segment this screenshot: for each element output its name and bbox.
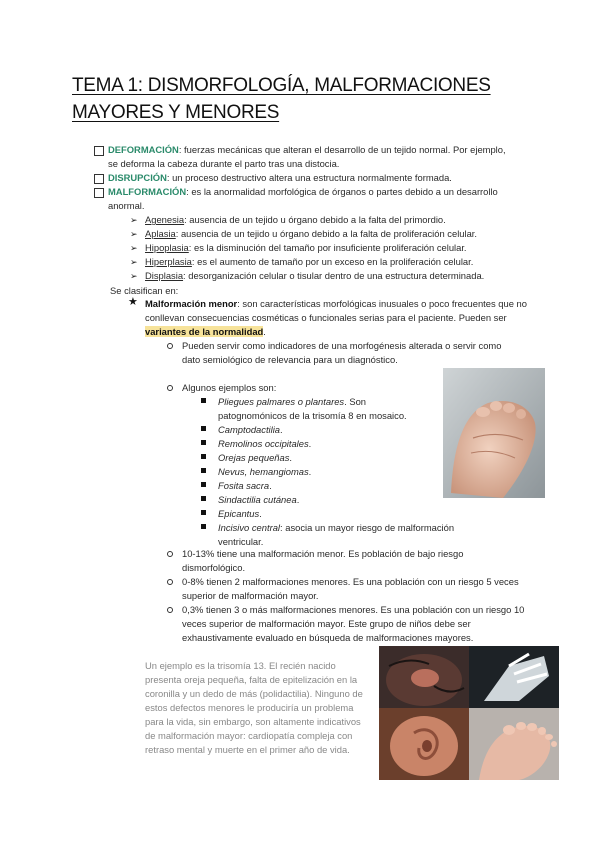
checkbox-icon [94,146,104,156]
minor-point: Pueden servir como indicadores de una morfogénesis alterada o servir como dato semiológico de relevancia para un diagnóstico. [182,340,502,365]
example-item [218,493,299,507]
minor-malformation [145,297,530,339]
example-item [218,521,498,549]
minor-term: Malformación menor [145,298,238,309]
square-bullet-icon [201,426,206,431]
type-term: Displasia [145,270,184,281]
classify-label: Se clasifican en: [110,285,179,296]
minor-point: 0,3% tienen 3 o más malformaciones menores. Es una población con un riesgo 10 veces superior de malformación mayor. Este grupo de niños debe ser exhaustivamente evaluado en búsqueda de malformaciones mayores. [182,604,525,643]
checkbox-icon [94,188,104,198]
malformation-type [145,213,525,227]
square-bullet-icon [201,398,206,403]
example-term: Fosita sacra [218,480,270,491]
minor-end: . [263,326,266,337]
minor-point: 0-8% tienen 2 malformaciones menores. Es una población con un riesgo 5 veces superior de malformación mayor. [182,576,519,601]
definition-disrupcion [108,171,508,185]
minor-point: Algunos ejemplos son: [182,382,277,393]
example-term: Epicantus [218,508,260,519]
example-term: Remolinos occipitales [218,438,309,449]
malformation-type [145,255,525,269]
circle-bullet-icon [167,551,173,557]
definition-deformacion [108,143,508,171]
square-bullet-icon [201,468,206,473]
foot-polydactyly-photo [469,708,559,780]
type-text: : es el aumento de tamaño por un exceso en la proliferación celular. [191,256,474,267]
definition-term: DISRUPCIÓN [108,172,167,183]
example-item [218,437,311,451]
definition-text: : es la anormalidad morfológica de órganos o partes debido a un desarrollo anormal. [108,186,498,211]
arrow-icon: ➢ [130,229,138,239]
square-bullet-icon [201,482,206,487]
example-item [218,395,433,423]
example-term: Camptodactilia [218,424,281,435]
scalp-photo [379,646,469,708]
malformation-type [145,269,525,283]
example-rest: . [296,494,300,505]
ear-photo [379,708,469,780]
example-term: Sindactilia cutánea [218,494,297,505]
square-bullet-icon [201,440,206,445]
type-text: : ausencia de un tejido u órgano debido a la falta del primordio. [184,214,446,225]
square-bullet-icon [201,510,206,515]
example-rest: . [280,424,283,435]
definition-term: MALFORMACIÓN [108,186,187,197]
hand-xray-photo [469,646,559,708]
example-rest: . [308,438,312,449]
circle-bullet-icon [167,343,173,349]
circle-bullet-icon [167,385,173,391]
example-rest: . [259,508,262,519]
type-term: Hiperplasia [145,256,192,267]
square-bullet-icon [201,496,206,501]
circle-bullet-icon [167,579,173,585]
arrow-icon: ➢ [130,257,138,267]
definition-malformacion [108,185,508,213]
example-item [218,507,262,521]
definition-term: DEFORMACIÓN [108,144,179,155]
definition-text: : fuerzas mecánicas que alteran el desarrollo de un tejido normal. Por ejemplo, se deforma la cabeza durante el parto tras una distocia. [108,144,506,169]
square-bullet-icon [201,454,206,459]
definition-text: : un proceso destructivo altera una estructura normalmente formada. [166,172,452,183]
type-term: Agenesia [145,214,185,225]
example-item [218,451,292,465]
example-rest: . Son patognomónicos de la trisomía 8 en mosaico. [218,396,407,421]
example-item [218,465,311,479]
type-text: : es la disminución del tamaño por insuficiente proliferación celular. [188,242,467,253]
type-text: : ausencia de un tejido u órgano debido a la falta de proliferación celular. [175,228,477,239]
arrow-icon: ➢ [130,271,138,281]
minor-highlight: variantes de la normalidad [145,326,264,337]
page-title: TEMA 1: DISMORFOLOGÍA, MALFORMACIONES MAYORES Y MENORES [72,75,491,123]
type-term: Aplasia [145,228,176,239]
foot-photo [443,368,545,498]
malformation-type [145,241,525,255]
checkbox-icon [94,174,104,184]
arrow-icon: ➢ [130,243,138,253]
example-rest: . [289,452,293,463]
example-note: Un ejemplo es la trisomía 13. El recién nacido presenta oreja pequeña, falta de epitelización en la coronilla y un dedo de más (polidactilia). Ninguno de estos defectos menores le produciría un problema para la vida, sin embargo, son altamente indicativos de malformación mayor: cardiopatía compleja con retraso mental y muerte en el primer año de vida. [145,660,363,755]
example-item [218,479,272,493]
star-icon: ★ [128,296,138,308]
example-term: Nevus, hemangiomas [218,466,309,477]
example-rest: . [269,480,272,491]
example-rest: : asocia un mayor riesgo de malformación ventricular. [218,522,455,547]
type-term: Hipoplasia [145,242,189,253]
malformation-type [145,227,525,241]
minor-point: 10-13% tiene una malformación menor. Es población de bajo riesgo dismorfológico. [182,548,464,573]
type-text: : desorganización celular o tisular dentro de una estructura determinada. [183,270,485,281]
arrow-icon: ➢ [130,215,138,225]
square-bullet-icon [201,524,206,529]
example-item [218,423,283,437]
example-rest: . [308,466,312,477]
example-term: Incisivo central [218,522,281,533]
circle-bullet-icon [167,607,173,613]
example-term: Pliegues palmares o plantares [218,396,345,407]
example-term: Orejas pequeñas [218,452,290,463]
minor-text: : son características morfológicas inusuales o poco frecuentes que no conllevan consecuencias cosméticas o funcionales serias para el paciente. Pueden ser [145,298,527,323]
